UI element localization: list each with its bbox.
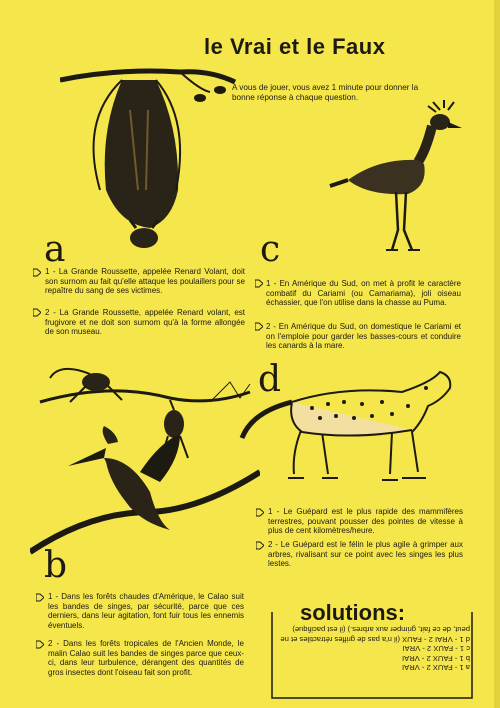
solutions-body: a 1 - FAUX 2 - VRAI b 1 - FAUX 2 - VRAI c 1 - FAUX 2 - VRAI d 1 - VRAI 2 - FAUX (il n'a pas de griffes rétractiles et ne peut, de ce fait, grimper aux arbres.) (il est pacifique) — [280, 625, 470, 673]
page-edge — [494, 0, 500, 708]
arrow-icon — [256, 541, 264, 550]
arrow-icon — [33, 308, 41, 317]
section-c-letter: c — [260, 229, 281, 270]
bat-illustration — [60, 50, 240, 260]
arrow-icon — [255, 322, 263, 331]
solutions-title: solutions: — [300, 600, 406, 625]
section-d-letter: d — [258, 359, 282, 400]
cariama-illustration — [328, 100, 468, 260]
arrow-icon — [36, 640, 44, 649]
statement-c1: 1 - En Amérique du Sud, on met à profit le caractère combatif du Cariami (ou Camariama), joli oiseau échassier, que l'on utilise dans la chasse au Puma. — [266, 279, 461, 308]
page-title: le Vrai et le Faux — [204, 34, 386, 59]
statement-c2: 2 - En Amérique du Sud, on domestique le Cariami et on l'emploie pour garder les basses-cours et conduire les canards à la mare. — [266, 322, 461, 351]
section-a-letter: a — [44, 229, 66, 270]
arrow-icon — [36, 593, 44, 602]
arrow-icon — [33, 268, 41, 277]
section-b-letter: b — [44, 545, 68, 586]
statement-d1: 1 - Le Guépard est le plus rapide des mammifères terrestres, pouvant pousser des pointes de vitesse à plus de cent kilomètres/heure. — [268, 507, 463, 536]
statement-b1: 1 - Dans les forêts chaudes d'Amérique, le Calao suit les bandes de singes, par sécurité, parce que ces derniers, dans leur agitation, font fuir tous les ennemis éventuels. — [48, 592, 244, 630]
statement-d2: 2 - Le Guépard est le félin le plus agile à grimper aux arbres, rivalisant sur ce point avec les singes les plus lestes. — [268, 540, 463, 569]
statement-b2: 2 - Dans les forêts tropicales de l'Ancien Monde, le malin Calao suit les bandes de singes parce que ceux-ci, dans leur turbulence, dérangent des quantités de gros insectes dont l'oiseau fait son profit. — [48, 639, 244, 677]
monkey-hornbill-illustration — [30, 362, 260, 562]
arrow-icon — [256, 508, 264, 517]
arrow-icon — [255, 279, 263, 288]
statement-a1: 1 - La Grande Roussette, appelée Renard Volant, doit son surnom au fait qu'elle attaque les poulaillers pour se repaître du sang de ses victimes. — [45, 267, 245, 296]
intro-text: A vous de jouer, vous avez 1 minute pour donner la bonne réponse à chaque question. — [232, 83, 419, 102]
statement-a2: 2 - La Grande Roussette, appelée Renard volant, est frugivore et ne doit son surnom qu'à la forme allongée de son museau. — [45, 308, 245, 337]
